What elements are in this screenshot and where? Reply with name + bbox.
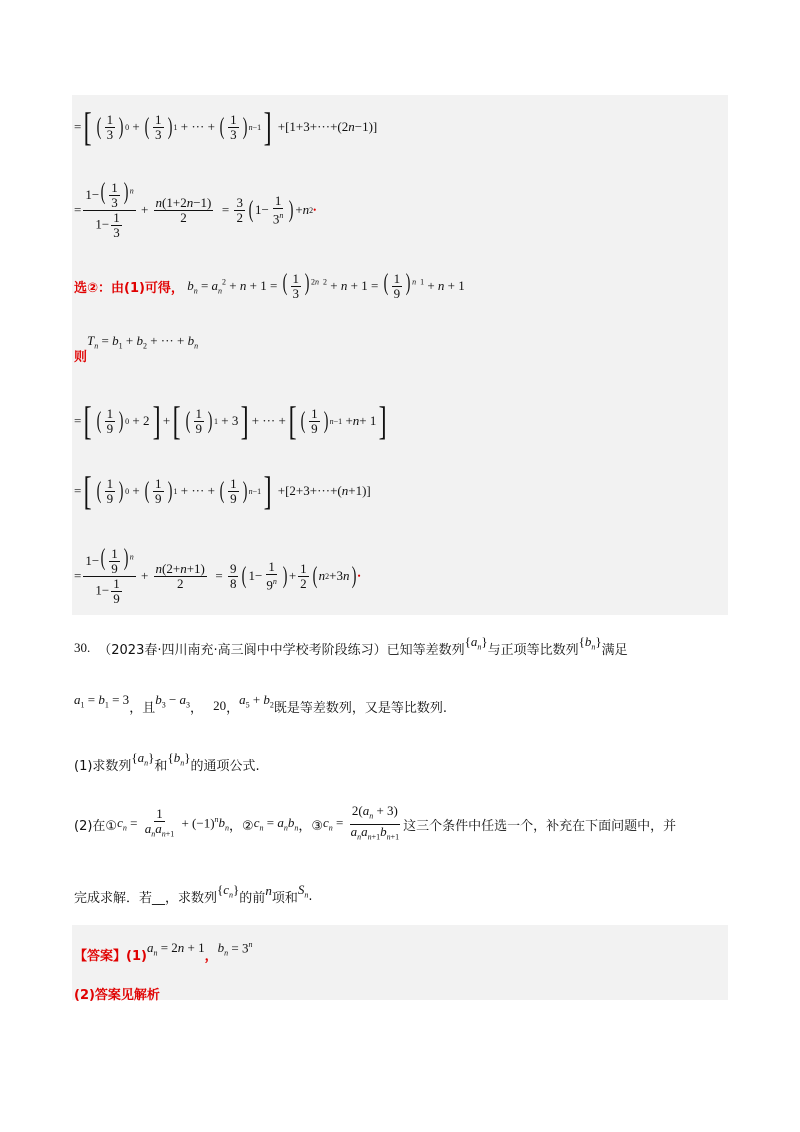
equation-line-5: = [ ( $\frac{1}{9}$ ) 0 + 2 ] + [ ( $\frac{1}{9}$ ) 1 + 3 ] + ··· + [ ( $\frac{1}{9}$ ) n−1 + n + 1 ] [74, 398, 388, 443]
value-20: 20 [213, 698, 227, 713]
question-30-line-2: $a_1 = b_1 = 3$ ，且 $b_3 - a_3$ ， 20 ， $a_5 + b_2$ 既是等差数列，又是等比数列. [74, 692, 448, 716]
comma-1: ， [190, 700, 204, 716]
equation-line-2: = 1−( $\frac{1}{3}$ ) $^n$ 1− $\frac{1}{3}$ + $\frac{n(1+2n-1)}{2}$ = $\frac{3}{2}$ ( 1− $\frac{1}{3^n}$ ) + n 2 • [74, 178, 317, 241]
part-2-text-b: ，② [229, 818, 254, 834]
then-label: 则 [74, 349, 88, 365]
answer-separator: ， [204, 948, 218, 964]
question-30-line-1: 30. （2023春·四川南充·高三阆中中学校考阶段练习）已知等差数列 $\{a_n\}$ 与正项等比数列 $\{b_n\}$ 满足 [74, 634, 628, 658]
text-condition: 既是等差数列，又是等比数列. [273, 700, 448, 716]
part-3-text-a: 完成求解．若__，求数列 [74, 890, 218, 906]
question-text-a: 与正项等比数列 [487, 642, 579, 658]
part-3-text-d: . [308, 888, 313, 904]
part-2-text-c: ，③ [298, 818, 323, 834]
then-line: 则 $T_n = b_1 + b_2$ + ··· + $b_n$ [74, 333, 199, 365]
part-2-text-a: (2)在① [74, 818, 118, 834]
part-1-text-c: 的通项公式. [190, 758, 260, 774]
text-and: ，且 [129, 700, 156, 716]
part-1-text-a: (1)求数列 [74, 758, 132, 774]
answer-line: 【答案】(1) $a_n = 2n + 1$ ， $b_n = 3^n$ [74, 940, 253, 964]
part-2-text-d: 这三个条件中任选一个，补充在下面问题中，并 [403, 818, 677, 834]
comma-2: ， [226, 700, 240, 716]
answer-part-2: (2)答案见解析 [74, 987, 160, 1003]
option-2-label: 选②：由(1)可得， [74, 280, 184, 296]
answer-line-2 [74, 982, 160, 1004]
part-2: (2)在① $c_n$ = $\frac{1}{a_na_{n+1}}$ + $(-1)^nb_n$ ，② $c_n = a_nb_n$ ，③ $c_n$ = $\frac{2(a_n + 3)}{a_na_{n+1}b_{n+1}}$ 这三个条件中任选一个，补充在下面问题中，并 [74, 802, 677, 842]
question-text-b: 满足 [601, 642, 628, 658]
part-3-text-b: 的前 [239, 890, 266, 906]
equation-line-1: = [ ( $\frac{1}{3}$ ) 0 + ( $\frac{1}{3}$ ) 1 + ··· + ( $\frac{1}{3}$ ) n−1 ] +[1+3+···+(2 n −1)] [74, 104, 378, 149]
equation-line-6: = [ ( $\frac{1}{9}$ ) 0 + ( $\frac{1}{9}$ ) 1 + ··· + ( $\frac{1}{9}$ ) n−1 ] +[2+3+···+( n +1)] [74, 468, 371, 513]
part-1: (1)求数列 $\{a_n\}$ 和 $\{b_n\}$ 的通项公式. [74, 750, 260, 774]
question-source: （2023春·四川南充·高三阆中中学校考阶段练习）已知等差数列 [98, 642, 465, 658]
option-2-line: 选②：由(1)可得， $b_n = a_n^2 + n + 1$ = ( $\frac{1}{3}$ ) $^{2n 2}$ + n + 1 = ( $\frac{1}{9}$ ) $^{n 1}$ + n + 1 [74, 269, 465, 302]
part-1-text-b: 和 [154, 758, 168, 774]
part-3-text-c: 项和 [271, 890, 298, 906]
equation-line-7: = 1−( $\frac{1}{9}$ ) $^n$ 1− $\frac{1}{9}$ + $\frac{n(2+n+1)}{2}$ = $\frac{9}{8}$ ( 1− $\frac{1}{9^n}$ ) + $\frac{1}{2}$ ( n 2 +3 n ) • [74, 544, 361, 607]
question-number: 30. [74, 640, 91, 655]
answer-label: 【答案】(1) [74, 948, 147, 964]
part-2-continued: 完成求解．若__，求数列 $\{c_n\}$ 的前 n 项和 $S_n$ . [74, 882, 313, 906]
